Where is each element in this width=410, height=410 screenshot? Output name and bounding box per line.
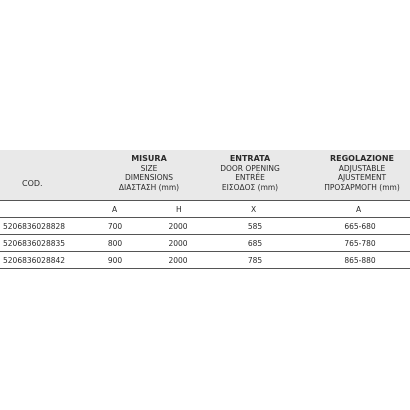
row-adjustable-range: 865-880 <box>344 256 376 265</box>
row-cod: 5206836028842 <box>3 256 66 265</box>
header-regolazione <box>315 154 409 192</box>
header-regolazione-line: ΠΡΟΣΑΡΜΟΓΗ (mm) <box>324 182 400 192</box>
row-adjustable-range: 665-680 <box>344 222 376 231</box>
row-cod: 5206836028835 <box>3 239 66 248</box>
row-door-opening: 585 <box>247 222 263 231</box>
sub-label-h: H <box>176 205 182 214</box>
row-door-opening: 785 <box>247 256 263 265</box>
table-row <box>0 235 410 252</box>
header-regolazione-line: AJUSTEMENT <box>337 173 387 183</box>
header-misura-line: ΔΙΑΣΤΑΣΗ (mm) <box>118 182 180 192</box>
table-row <box>0 252 410 269</box>
header-cod: COD. <box>22 179 43 188</box>
header-regolazione-title: REGOLAZIONE <box>329 154 395 163</box>
row-width: 700 <box>107 222 123 231</box>
header-entrata-line: DOOR OPENING <box>220 163 280 173</box>
sub-label-adjust-a: A <box>356 205 362 214</box>
header-misura <box>106 154 192 192</box>
sub-label-x: X <box>251 205 257 214</box>
header-misura-line: SIZE <box>140 163 158 173</box>
table-row <box>0 218 410 235</box>
row-cod: 5206836028828 <box>3 222 66 231</box>
table-header <box>0 150 410 201</box>
header-misura-line: DIMENSIONS <box>124 173 174 183</box>
row-door-opening: 685 <box>247 239 263 248</box>
row-height: 2000 <box>168 256 188 265</box>
sub-label-row <box>0 201 410 218</box>
spec-table <box>0 150 410 269</box>
header-regolazione-line: ADJUSTABLE <box>338 163 386 173</box>
header-entrata <box>205 154 295 192</box>
row-height: 2000 <box>168 239 188 248</box>
header-entrata-line: ΕΙΣΟΔΟΣ (mm) <box>221 182 279 192</box>
sub-label-a: A <box>112 205 118 214</box>
row-adjustable-range: 765-780 <box>344 239 376 248</box>
row-width: 900 <box>107 256 123 265</box>
header-entrata-title: ENTRATA <box>229 154 271 163</box>
header-entrata-line: ENTRÉE <box>235 173 265 183</box>
row-height: 2000 <box>168 222 188 231</box>
row-width: 800 <box>107 239 123 248</box>
header-misura-title: MISURA <box>131 154 167 163</box>
